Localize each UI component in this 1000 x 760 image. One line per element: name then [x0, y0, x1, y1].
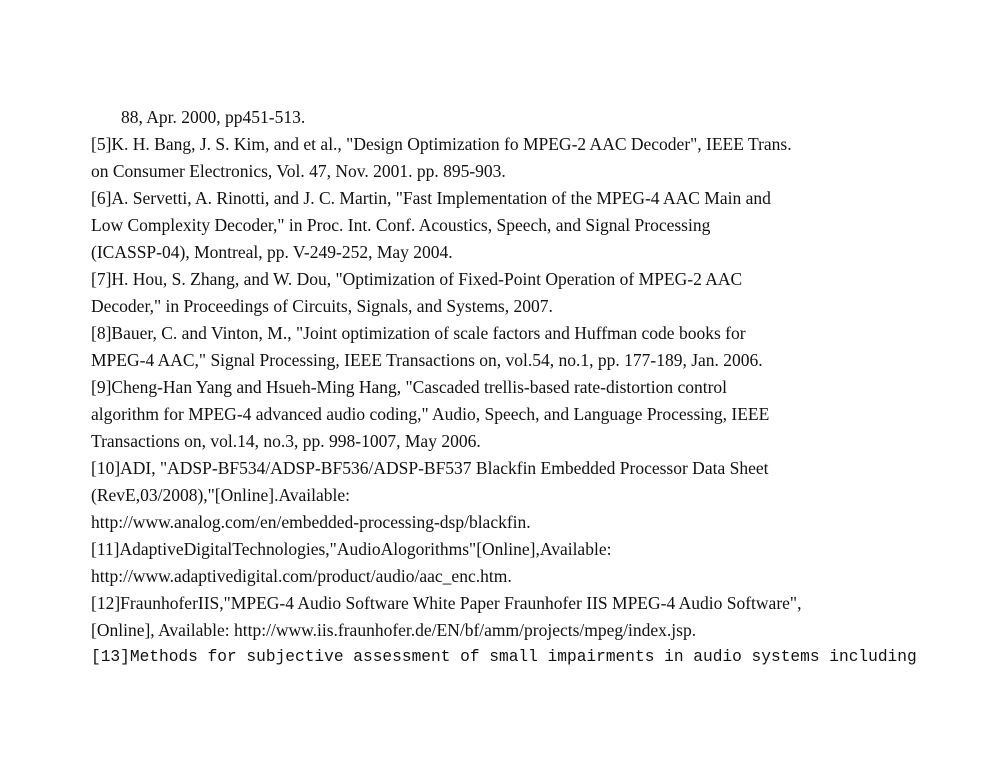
reference-line: [Online], Available: http://www.iis.fraunhofer.de/EN/bf/amm/projects/mpeg/index.jsp.	[91, 620, 697, 640]
reference-line: Transactions on, vol.14, no.3, pp. 998-1007, May 2006.	[91, 431, 481, 451]
reference-url: http://www.adaptivedigital.com/product/audio/aac_enc.htm.	[91, 566, 512, 586]
reference-line: MPEG-4 AAC," Signal Processing, IEEE Transactions on, vol.54, no.1, pp. 177-189, Jan. 2006.	[91, 350, 763, 370]
reference-line: [11]AdaptiveDigitalTechnologies,"AudioAlogorithms"[Online],Available:	[91, 539, 612, 559]
reference-6	[91, 185, 921, 266]
reference-line: [13]Methods for subjective assessment of small impairments in audio systems including	[91, 648, 917, 666]
reference-list	[91, 104, 921, 671]
reference-url: http://www.analog.com/en/embedded-processing-dsp/blackfin.	[91, 512, 531, 532]
reference-line: [12]FraunhoferIIS,"MPEG-4 Audio Software White Paper Fraunhofer IIS MPEG-4 Audio Software",	[91, 593, 802, 613]
reference-line: (ICASSP-04), Montreal, pp. V-249-252, May 2004.	[91, 242, 453, 262]
reference-line: Decoder," in Proceedings of Circuits, Signals, and Systems, 2007.	[91, 296, 553, 316]
reference-line: algorithm for MPEG-4 advanced audio coding," Audio, Speech, and Language Processing, IEEE	[91, 404, 770, 424]
reference-line: [6]A. Servetti, A. Rinotti, and J. C. Martin, "Fast Implementation of the MPEG-4 AAC Main and	[91, 188, 771, 208]
reference-8	[91, 320, 921, 374]
reference-line: [7]H. Hou, S. Zhang, and W. Dou, "Optimization of Fixed-Point Operation of MPEG-2 AAC	[91, 269, 743, 289]
reference-line: 88, Apr. 2000, pp451-513.	[121, 107, 306, 127]
reference-11	[91, 536, 921, 590]
reference-line: (RevE,03/2008),"[Online].Available:	[91, 485, 351, 505]
reference-5	[91, 131, 921, 185]
reference-line: [9]Cheng-Han Yang and Hsueh-Ming Hang, "Cascaded trellis-based rate-distortion control	[91, 377, 728, 397]
reference-line: [5]K. H. Bang, J. S. Kim, and et al., "Design Optimization fo MPEG-2 AAC Decoder", IEEE Trans.	[91, 134, 792, 154]
reference-line: [8]Bauer, C. and Vinton, M., "Joint optimization of scale factors and Huffman code books for	[91, 323, 746, 343]
reference-line: Low Complexity Decoder," in Proc. Int. Conf. Acoustics, Speech, and Signal Processing	[91, 215, 711, 235]
reference-continuation	[91, 104, 921, 131]
reference-13	[91, 644, 921, 671]
reference-line: [10]ADI, "ADSP-BF534/ADSP-BF536/ADSP-BF537 Blackfin Embedded Processor Data Sheet	[91, 458, 769, 478]
reference-line: on Consumer Electronics, Vol. 47, Nov. 2001. pp. 895-903.	[91, 161, 506, 181]
reference-9	[91, 374, 921, 455]
reference-10	[91, 455, 921, 536]
reference-7	[91, 266, 921, 320]
reference-12	[91, 590, 921, 644]
